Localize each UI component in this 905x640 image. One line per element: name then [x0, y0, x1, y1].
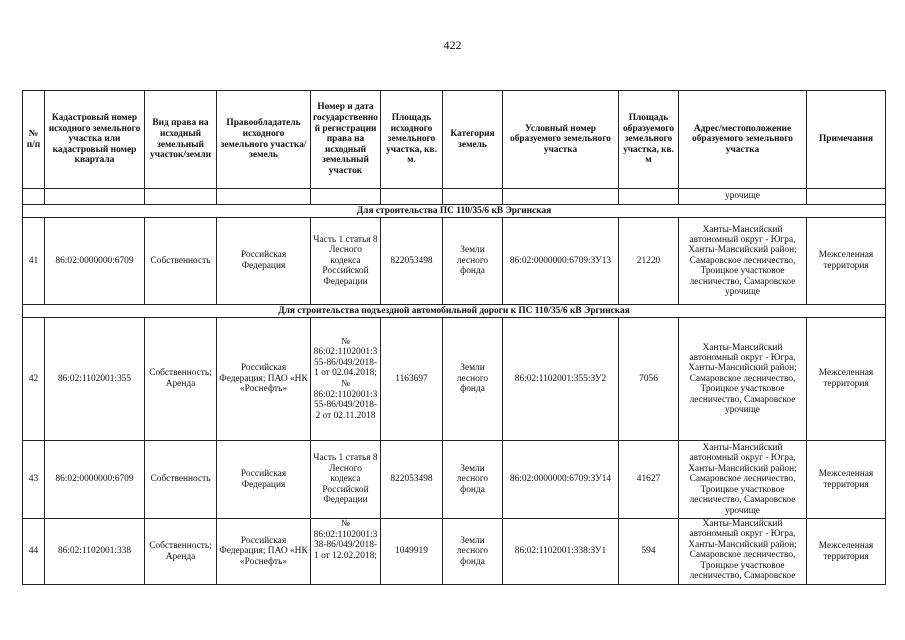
header-number: № п/п	[23, 91, 45, 189]
cell-notes: Межселенная территория	[807, 318, 886, 441]
cell-land-category: Земли лесного фонда	[443, 441, 503, 519]
header-new-plot-area: Площадь образуемого земельного участка, кв. м	[619, 91, 679, 189]
header-source-area: Площадь исходного земельного участка, кв. м.	[381, 91, 443, 189]
cell-number: 42	[23, 318, 45, 441]
section-heading: Для строительства ПС 110/35/6 кВ Эргинская	[23, 205, 886, 218]
cell-number: 41	[23, 218, 45, 305]
cell-address: Ханты-Мансийский автономный округ - Югра, Ханты-Мансийский район; Самаровское лесничество, Троицкое участковое лесничество, Самаровское урочище	[679, 318, 807, 441]
table-row	[23, 519, 886, 585]
cell-notes: Межселенная территория	[807, 218, 886, 305]
table-row	[23, 441, 886, 519]
cell-source-area: 1163697	[381, 318, 443, 441]
header-registration: Номер и дата государственной регистрации права на исходный земельный участок	[311, 91, 381, 189]
header-right-type: Вид права на исходный земельный участок/земли	[145, 91, 217, 189]
cell-source-cadastral: 86:02:0000000:6709	[45, 218, 145, 305]
cell-new-plot-number: 86:02:0000000:6709:ЗУ13	[503, 218, 619, 305]
cell-holder: Российская Федерация	[217, 441, 311, 519]
cell-notes: Межселенная территория	[807, 441, 886, 519]
continuation-row	[23, 189, 886, 205]
table-header-row	[23, 91, 886, 189]
section-heading: Для строительства подъездной автомобильной дороги к ПС 110/35/6 кВ Эргинская	[23, 305, 886, 318]
cell-land-category: Земли лесного фонда	[443, 318, 503, 441]
page-number: 422	[443, 38, 462, 52]
cell-notes: Межселенная территория	[807, 519, 886, 585]
cell-holder: Российская Федерация; ПАО «НК «Роснефть»	[217, 519, 311, 585]
cell-address: Ханты-Мансийский автономный округ - Югра, Ханты-Мансийский район; Самаровское лесничество, Троицкое участковое лесничество, Самаровское урочище	[679, 441, 807, 519]
cell-new-plot-area: 21220	[619, 218, 679, 305]
continuation-address: урочище	[679, 189, 807, 205]
cell-registration: № 86:02:1102001:355-86/049/2018-1 от 02.04.2018; № 86:02:1102001:355-86/049/2018-2 от 02.11.2018	[311, 318, 381, 441]
cell-source-cadastral: 86:02:1102001:355	[45, 318, 145, 441]
cell-source-area: 822053498	[381, 441, 443, 519]
cell-new-plot-number: 86:02:1102001:355:ЗУ2	[503, 318, 619, 441]
cell-registration: № 86:02:1102001:338-86/049/2018-1 от 12.02.2018;	[311, 519, 381, 585]
cell-right-type: Собственность	[145, 218, 217, 305]
cell-source-area: 822053498	[381, 218, 443, 305]
section-heading-row	[23, 205, 886, 218]
land-plots-table	[22, 90, 886, 585]
header-address: Адрес/местоположение образуемого земельного участка	[679, 91, 807, 189]
cell-new-plot-area: 41627	[619, 441, 679, 519]
cell-right-type: Собственность; Аренда	[145, 519, 217, 585]
cell-source-cadastral: 86:02:1102001:338	[45, 519, 145, 585]
cell-number: 43	[23, 441, 45, 519]
cell-new-plot-number: 86:02:0000000:6709:ЗУ14	[503, 441, 619, 519]
cell-right-type: Собственность; Аренда	[145, 318, 217, 441]
cell-address: Ханты-Мансийский автономный округ - Югра, Ханты-Мансийский район; Самаровское лесничество, Троицкое участковое лесничество, Самаровское урочище	[679, 218, 807, 305]
cell-registration: Часть 1 статья 8 Лесного кодекса Российской Федерации	[311, 441, 381, 519]
cell-holder: Российская Федерация; ПАО «НК «Роснефть»	[217, 318, 311, 441]
cell-new-plot-area: 7056	[619, 318, 679, 441]
table-row	[23, 218, 886, 305]
header-new-plot-number: Условный номер образуемого земельного участка	[503, 91, 619, 189]
section-heading-row	[23, 305, 886, 318]
cell-registration: Часть 1 статья 8 Лесного кодекса Российской Федерации	[311, 218, 381, 305]
header-notes: Примечания	[807, 91, 886, 189]
cell-right-type: Собственность	[145, 441, 217, 519]
header-holder: Правообладатель исходного земельного участка/земель	[217, 91, 311, 189]
table-row	[23, 318, 886, 441]
cell-new-plot-area: 594	[619, 519, 679, 585]
cell-source-cadastral: 86:02:0000000:6709	[45, 441, 145, 519]
cell-land-category: Земли лесного фонда	[443, 519, 503, 585]
cell-new-plot-number: 86:02:1102001:338:ЗУ1	[503, 519, 619, 585]
cell-address: Ханты-Мансийский автономный округ - Югра, Ханты-Мансийский район; Самаровское лесничество, Троицкое участковое лесничество, Самаровское	[679, 519, 807, 585]
header-land-category: Категория земель	[443, 91, 503, 189]
cell-land-category: Земли лесного фонда	[443, 218, 503, 305]
header-source-cadastral: Кадастровый номер исходного земельного участка или кадастровый номер квартала	[45, 91, 145, 189]
cell-source-area: 1049919	[381, 519, 443, 585]
cell-number: 44	[23, 519, 45, 585]
cell-holder: Российская Федерация	[217, 218, 311, 305]
